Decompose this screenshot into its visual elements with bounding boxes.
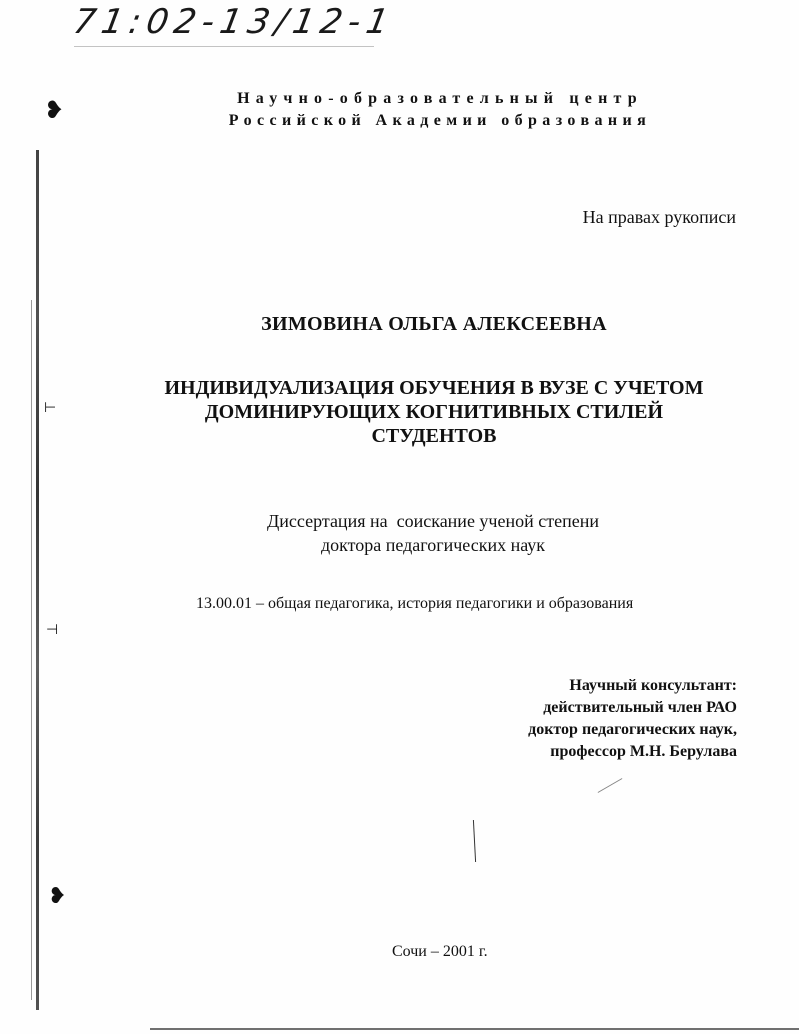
consultant-label: Научный консультант: (569, 677, 737, 694)
handwritten-underline (74, 46, 374, 47)
pen-stroke-mark (473, 820, 476, 862)
margin-tick-icon: ⊣ (46, 622, 59, 638)
institution-line-1: Научно-образовательный центр (237, 90, 643, 107)
title-line-1: ИНДИВИДУАЛИЗАЦИЯ ОБУЧЕНИЯ В ВУЗЕ С УЧЕТОМ (164, 377, 704, 399)
specialty-code: 13.00.01 – общая педагогика, история педагогики и образования (196, 595, 634, 612)
institution-line-2: Российской Академии образования (228, 112, 652, 129)
scan-edge-artifact (36, 150, 39, 1010)
title-line-2: ДОМИНИРУЮЩИХ КОГНИТИВНЫХ СТИЛЕЙ (204, 401, 664, 423)
author-name: ЗИМОВИНА ОЛЬГА АЛЕКСЕЕВНА (261, 313, 607, 335)
manuscript-rights-note: На правах рукописи (582, 207, 736, 227)
handwritten-catalog-code: 71:02-13/12-1 (70, 2, 398, 42)
scan-bottom-artifact (150, 1028, 799, 1030)
punch-mark-icon: ❥ (48, 884, 67, 909)
institution-header (150, 88, 730, 132)
title-line-3: СТУДЕНТОВ (371, 425, 497, 447)
scientific-consultant (528, 675, 737, 763)
punch-mark-icon: ❥ (44, 96, 65, 124)
degree-statement (150, 509, 716, 557)
consultant-line-3: профессор М.Н. Берулава (550, 743, 737, 760)
degree-line-1: Диссертация на соискание ученой степени (267, 511, 599, 531)
place-and-year: Сочи – 2001 г. (392, 943, 488, 960)
consultant-line-2: доктор педагогических наук, (528, 721, 737, 738)
consultant-line-1: действительный член РАО (543, 699, 737, 716)
pen-stroke-mark (598, 778, 623, 793)
degree-line-2: доктора педагогических наук (320, 535, 546, 555)
dissertation-title (130, 376, 738, 448)
scan-edge-artifact-secondary (31, 300, 32, 1000)
margin-tick-icon: ⊢ (44, 400, 57, 416)
